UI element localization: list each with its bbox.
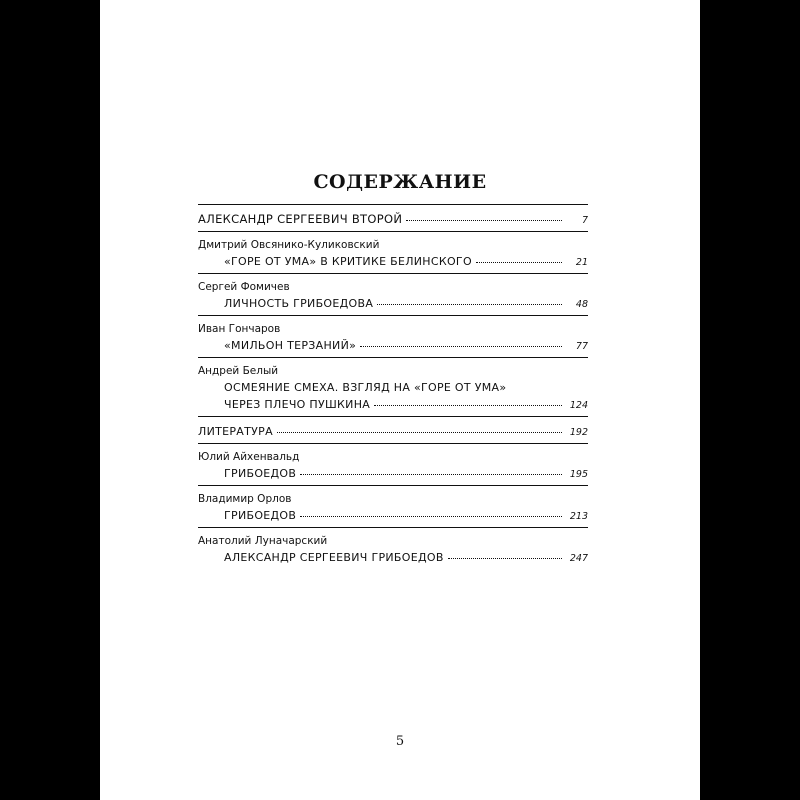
toc-page: 213 xyxy=(569,511,588,522)
toc-title: ГРИБОЕДОВ xyxy=(224,467,297,480)
table-of-contents xyxy=(198,204,588,569)
toc-line xyxy=(198,465,588,483)
toc-title-line1: ОСМЕЯНИЕ СМЕХА. ВЗГЛЯД НА «ГОРЕ ОТ УМА» xyxy=(224,381,507,394)
toc-entry xyxy=(198,316,588,358)
dot-leader xyxy=(448,549,562,559)
dot-leader xyxy=(360,337,562,347)
dot-leader xyxy=(300,507,562,517)
right-black-border xyxy=(700,0,800,800)
toc-author: Андрей Белый xyxy=(198,365,279,377)
toc-title: «МИЛЬОН ТЕРЗАНИЙ» xyxy=(224,339,357,352)
toc-title: «ГОРЕ ОТ УМА» В КРИТИКЕ БЕЛИНСКОГО xyxy=(224,255,472,268)
dot-leader xyxy=(374,396,562,406)
toc-author: Иван Гончаров xyxy=(198,323,281,335)
toc-entry xyxy=(198,486,588,528)
toc-line xyxy=(198,295,588,313)
toc-page: 7 xyxy=(581,215,588,226)
dot-leader xyxy=(277,423,562,433)
toc-entry xyxy=(198,274,588,316)
toc-title: АЛЕКСАНДР СЕРГЕЕВИЧ ГРИБОЕДОВ xyxy=(224,551,444,564)
dot-leader xyxy=(476,253,562,263)
toc-line xyxy=(198,396,588,414)
toc-page: 124 xyxy=(569,400,588,411)
toc-line xyxy=(198,549,588,567)
toc-entry xyxy=(198,358,588,417)
toc-line xyxy=(198,423,588,441)
page-number: 5 xyxy=(395,734,405,749)
toc-entry xyxy=(198,205,588,232)
dot-leader xyxy=(406,211,562,221)
toc-page: 77 xyxy=(575,341,588,352)
book-page xyxy=(100,0,700,800)
dot-leader xyxy=(377,295,562,305)
toc-title-line2: ЧЕРЕЗ ПЛЕЧО ПУШКИНА xyxy=(224,398,371,411)
toc-title: ЛИТЕРАТУРА xyxy=(198,425,273,438)
toc-author: Юлий Айхенвальд xyxy=(198,451,300,463)
toc-author: Сергей Фомичев xyxy=(198,281,290,293)
toc-author: Владимир Орлов xyxy=(198,493,292,505)
contents-heading: СОДЕРЖАНИЕ xyxy=(313,171,487,193)
toc-line xyxy=(198,211,588,229)
toc-entry xyxy=(198,232,588,274)
toc-line xyxy=(198,507,588,525)
toc-title: ЛИЧНОСТЬ ГРИБОЕДОВА xyxy=(224,297,374,310)
toc-page: 195 xyxy=(569,469,588,480)
toc-author: Дмитрий Овсянико-Куликовский xyxy=(198,239,380,251)
toc-page: 48 xyxy=(575,299,588,310)
toc-page: 247 xyxy=(569,553,588,564)
toc-line xyxy=(198,337,588,355)
toc-line xyxy=(198,253,588,271)
toc-page: 21 xyxy=(575,257,588,268)
toc-page: 192 xyxy=(569,427,588,438)
dot-leader xyxy=(300,465,562,475)
toc-author: Анатолий Луначарский xyxy=(198,535,328,547)
toc-title: ГРИБОЕДОВ xyxy=(224,509,297,522)
toc-title: АЛЕКСАНДР СЕРГЕЕВИЧ ВТОРОЙ xyxy=(198,212,403,226)
left-black-border xyxy=(0,0,100,800)
toc-entry xyxy=(198,417,588,444)
toc-entry xyxy=(198,528,588,569)
toc-entry xyxy=(198,444,588,486)
toc-line xyxy=(198,379,588,396)
